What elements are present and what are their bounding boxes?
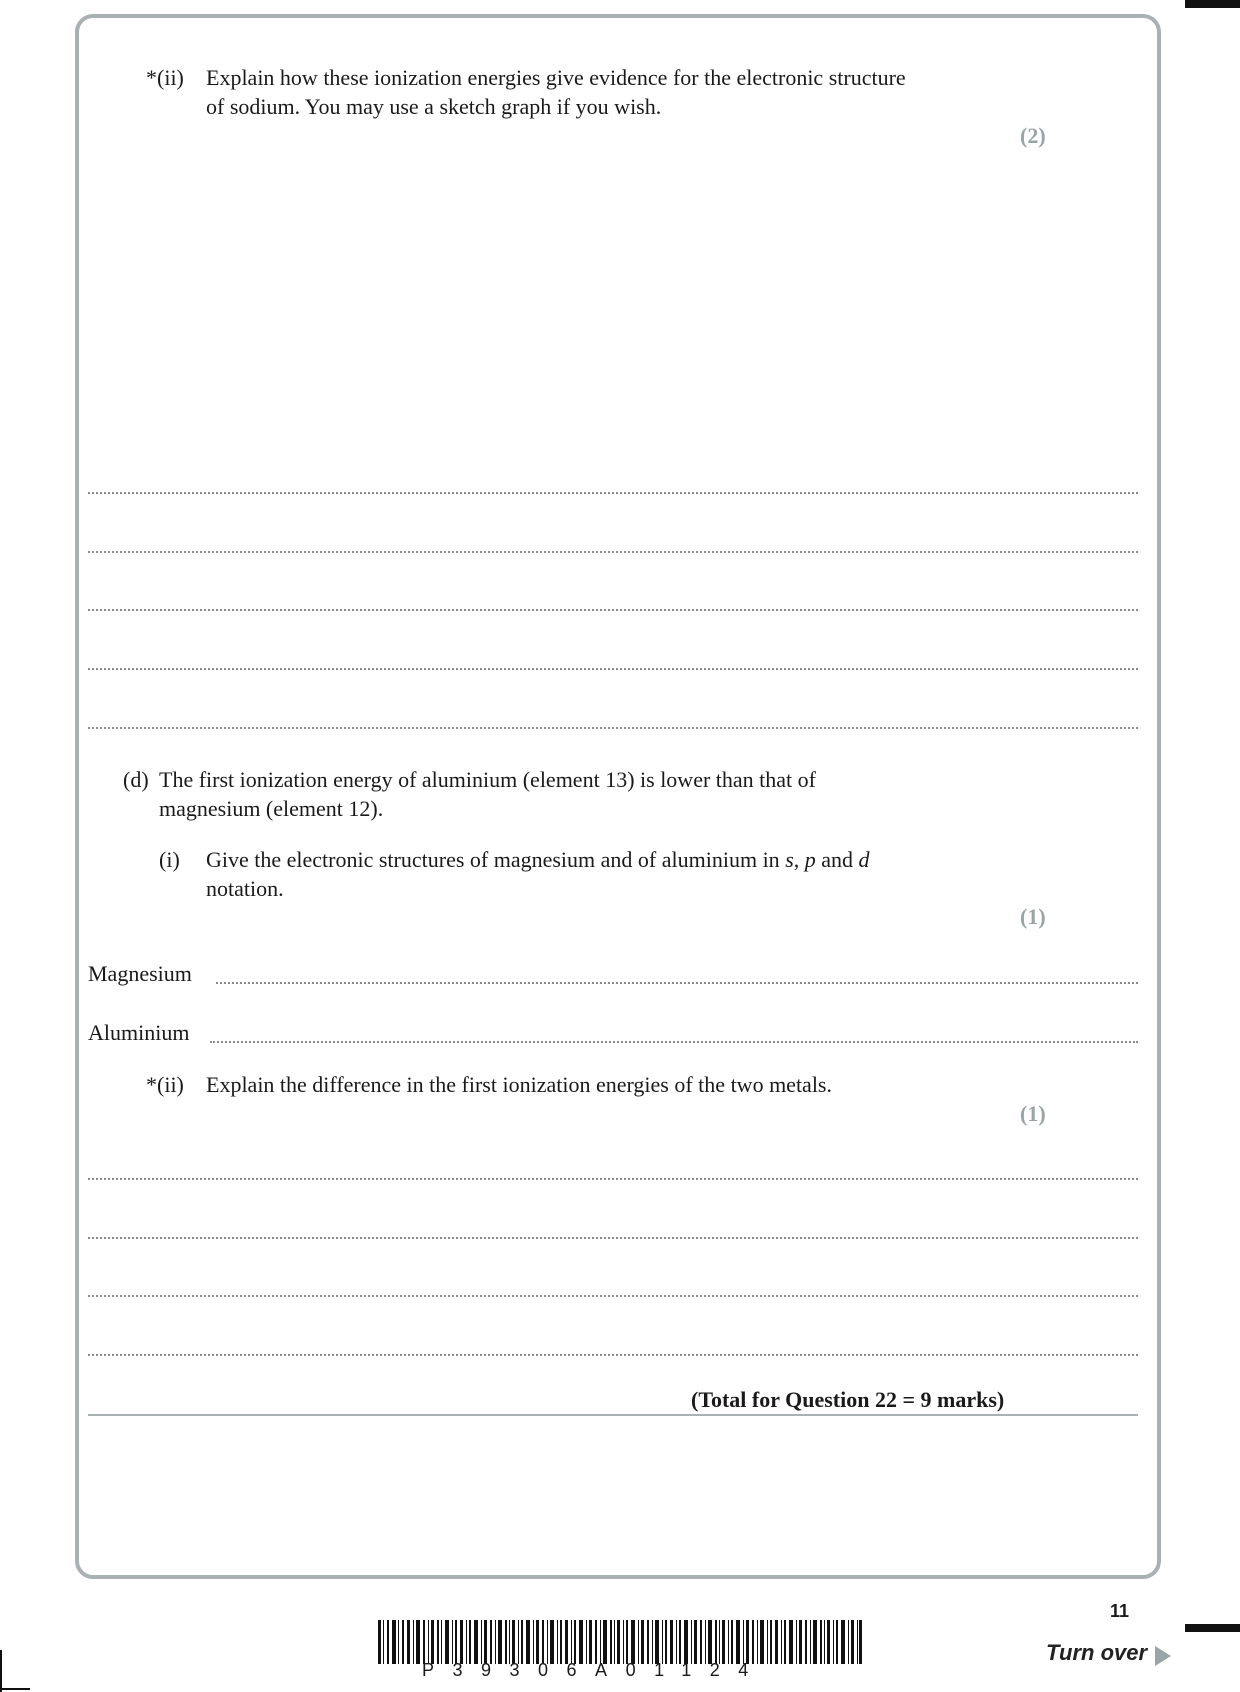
question-d-ii-marks: (1) (1020, 1101, 1046, 1126)
registration-mark-bottom (1185, 1624, 1240, 1632)
question-c-ii-text-line2: of sodium. You may use a sketch graph if you wish. (206, 94, 662, 119)
total-divider (88, 1414, 1138, 1416)
crop-mark (0, 1688, 30, 1690)
page-number: 11 (1110, 1601, 1130, 1621)
question-total: (Total for Question 22 = 9 marks) (691, 1387, 1005, 1412)
answer-line[interactable] (88, 1354, 1138, 1356)
question-d-label: (d) (123, 767, 149, 792)
question-d-i-label: (i) (159, 847, 180, 872)
magnesium-label: Magnesium (88, 961, 192, 986)
barcode-icon (378, 1620, 862, 1664)
question-d-i-marks: (1) (1020, 904, 1046, 929)
answer-line[interactable] (88, 492, 1138, 494)
answer-line[interactable] (88, 1237, 1138, 1239)
answer-line[interactable] (88, 1295, 1138, 1297)
turn-over-label: Turn over (1046, 1640, 1148, 1665)
answer-line[interactable] (88, 1178, 1138, 1180)
registration-mark-top (1185, 0, 1240, 8)
crop-mark (0, 1650, 2, 1692)
question-c-ii-marks: (2) (1020, 123, 1046, 148)
answer-line[interactable] (88, 551, 1138, 553)
question-d-ii-label: *(ii) (146, 1072, 184, 1097)
question-c-ii-text-line1: Explain how these ionization energies give evidence for the electronic structure (206, 65, 906, 90)
answer-line[interactable] (88, 668, 1138, 670)
question-d-i-text-line1: Give the electronic structures of magnesium and of aluminium in s, p and d (206, 847, 870, 872)
barcode-number: P39306A01124 (422, 1660, 767, 1680)
answer-line[interactable] (88, 609, 1138, 611)
turn-over-arrow-icon (1155, 1646, 1171, 1666)
aluminium-label: Aluminium (88, 1020, 190, 1045)
magnesium-answer-line[interactable] (216, 982, 1138, 984)
aluminium-answer-line[interactable] (210, 1041, 1138, 1043)
question-d-i-text-line2: notation. (206, 876, 284, 901)
answer-line[interactable] (88, 727, 1138, 729)
question-c-ii-label: *(ii) (146, 65, 184, 90)
question-d-ii-text: Explain the difference in the first ionization energies of the two metals. (206, 1072, 832, 1097)
question-d-text-line2: magnesium (element 12). (159, 796, 384, 821)
question-d-text-line1: The first ionization energy of aluminium (element 13) is lower than that of (159, 767, 816, 792)
